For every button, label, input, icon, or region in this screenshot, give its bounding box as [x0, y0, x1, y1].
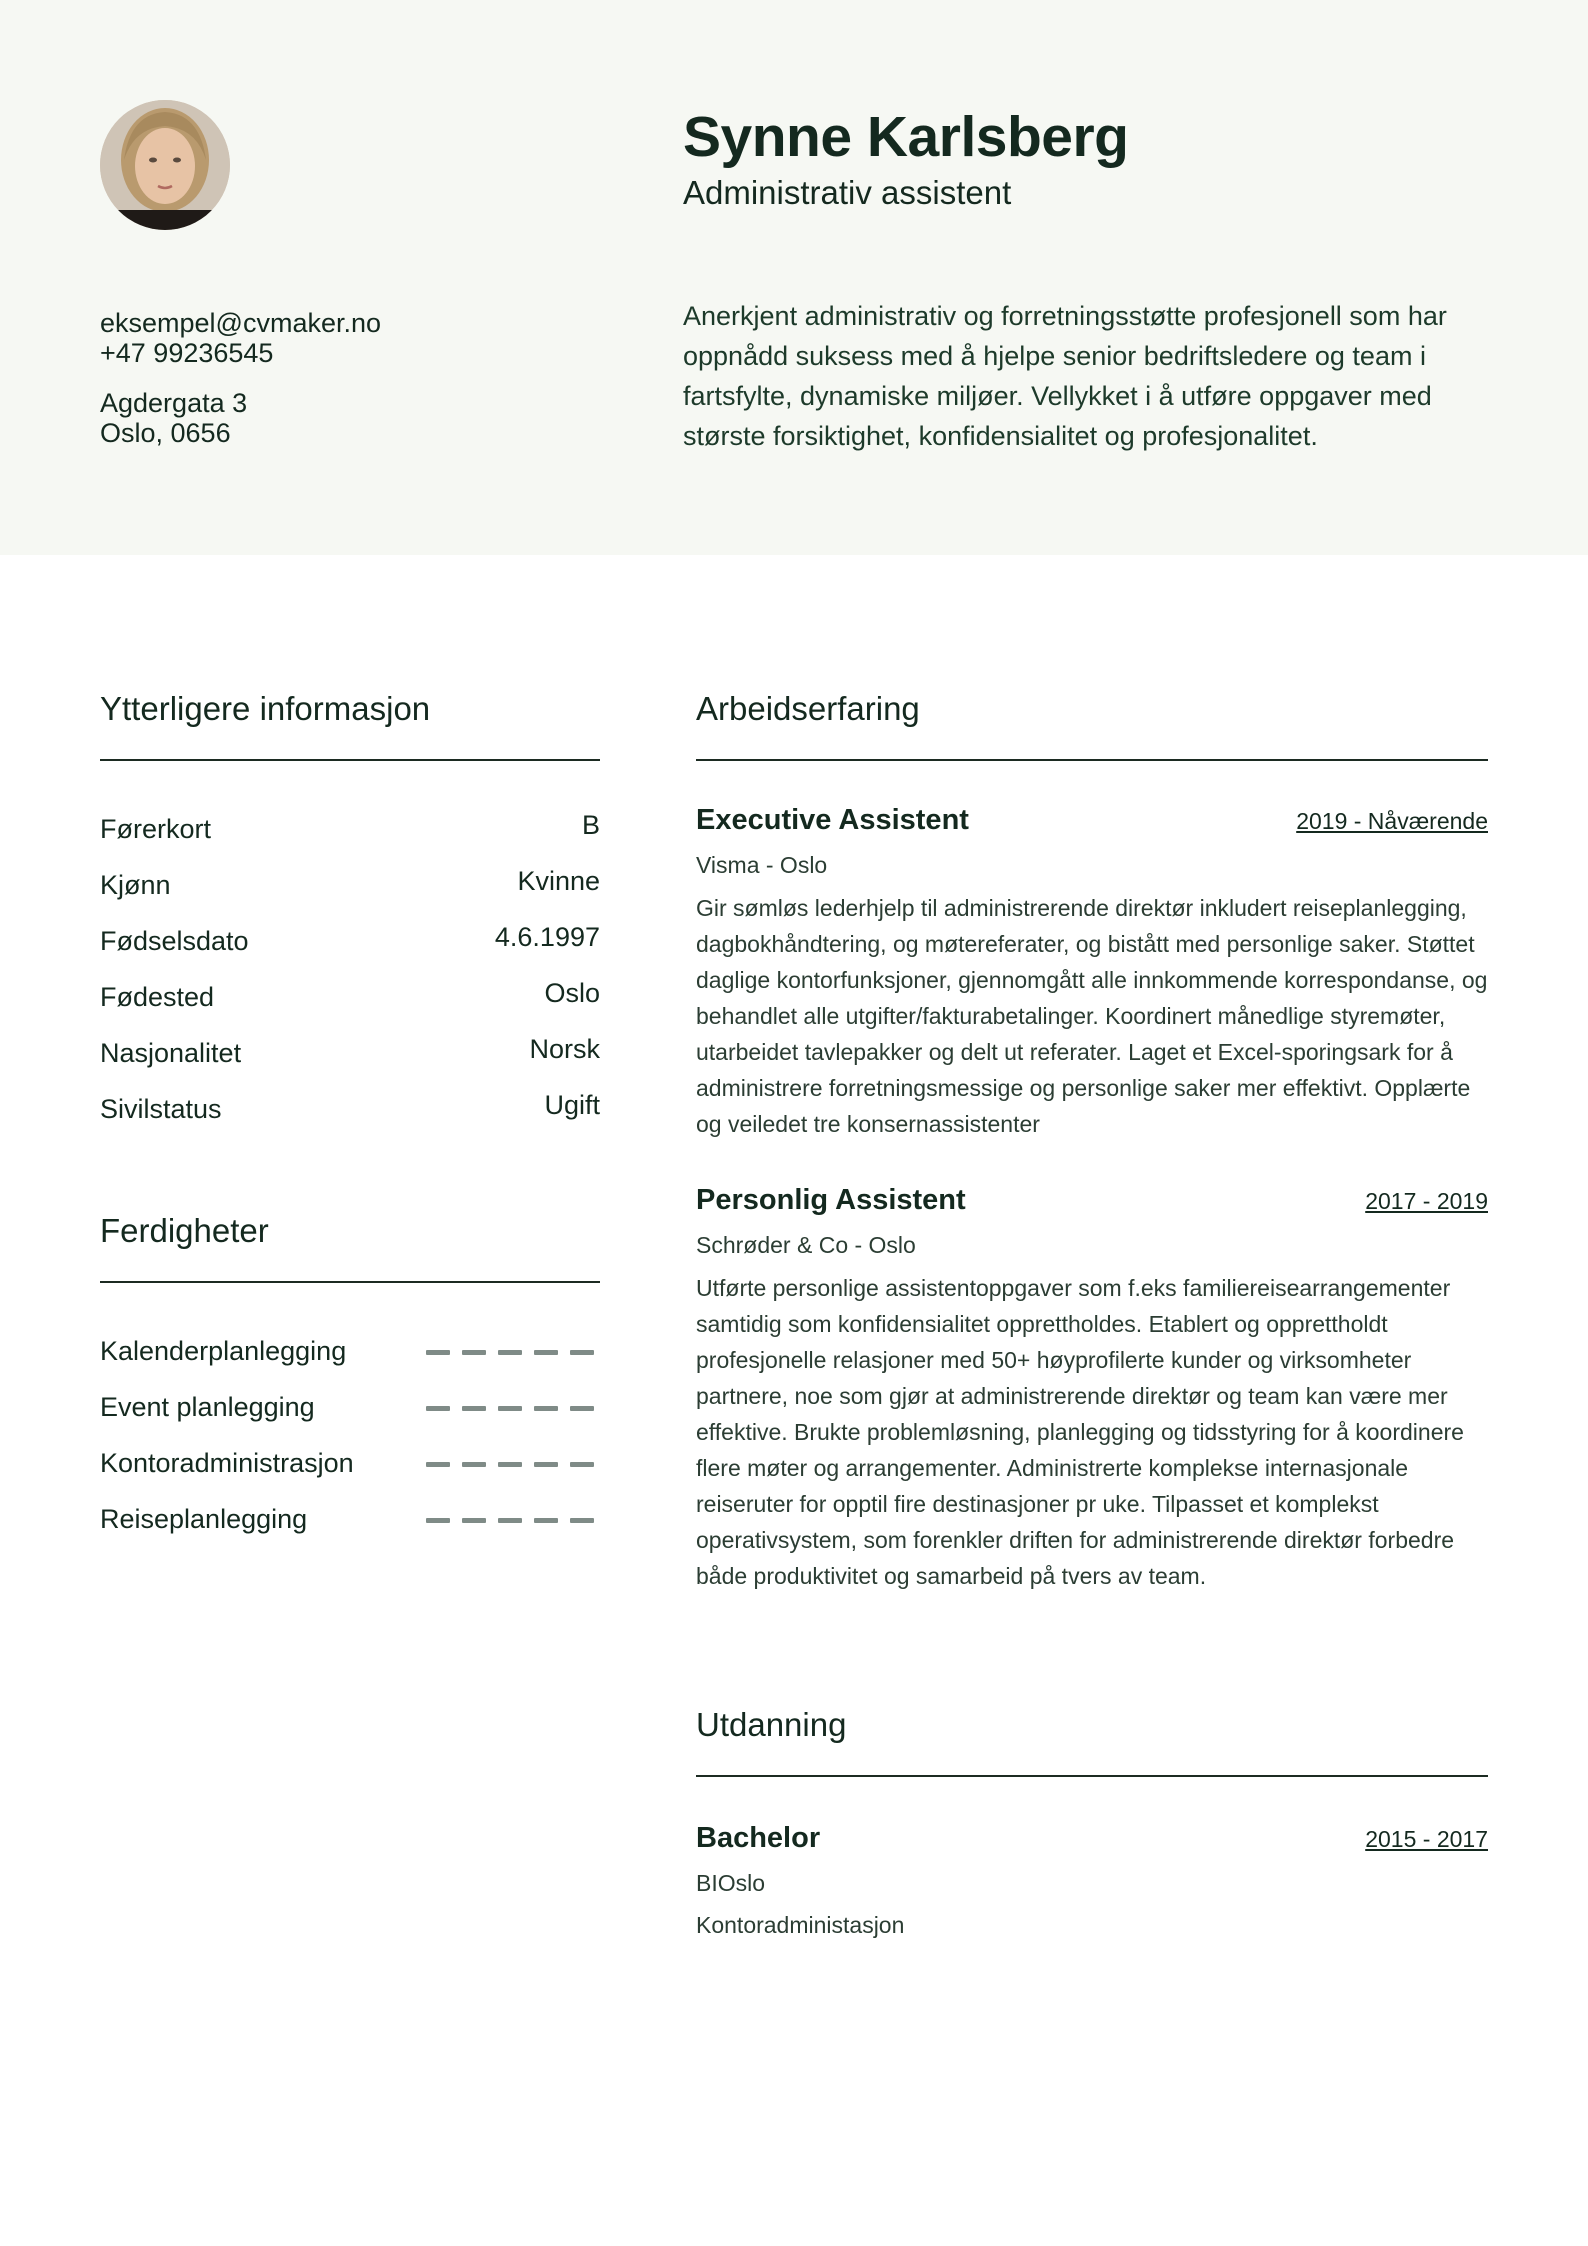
info-row — [100, 978, 600, 1014]
info-label: Kjønn — [100, 870, 171, 900]
skill-level-dash — [426, 1350, 450, 1355]
address-city: Oslo, 0656 — [100, 418, 231, 448]
skill-level-dash — [534, 1406, 558, 1411]
job-description: Utførte personlige assistentoppgaver som f.eks familiereisearrangementer samtidig som konfidensialitet opprettholdes. Etablert og opprettholdt profesjonelle relasjoner med 50+ høyprofilerte kunder og virksomheter partnere, noe som gjør at administrerende direktør og team kan være mer effektive. Brukte problemløsning, planlegging og tidsstyring for å koordinere flere møter og arrangementer. Administrerte komplekse internasjonale reiseruter for opptil fire destinasjoner pr uke. Tilpasset et komplekst operativsystem, som forenkler driften for administrerende direktør forbedre både produktivitet og samarbeid på tvers av team. — [696, 1275, 1464, 1589]
education-field: Kontoradministasjon — [696, 1912, 905, 1938]
info-row — [100, 1090, 600, 1126]
education-school: BIOslo — [696, 1870, 766, 1896]
job-company: Schrøder & Co - Oslo — [696, 1232, 916, 1258]
job-title: Personlig Assistent — [696, 1184, 966, 1216]
skill-level-dash — [426, 1518, 450, 1523]
skill-level-dash — [498, 1462, 522, 1467]
header — [0, 0, 1588, 555]
info-label: Nasjonalitet — [100, 1038, 242, 1068]
job-dates: 2017 - 2019 — [1365, 1188, 1488, 1214]
skill-level-dash — [570, 1462, 594, 1467]
phone[interactable]: +47 99236545 — [100, 338, 274, 368]
info-label: Fødselsdato — [100, 926, 249, 956]
info-row — [100, 1034, 600, 1070]
skill-level-dash — [426, 1406, 450, 1411]
skill-level-dash — [570, 1350, 594, 1355]
avatar-portrait — [100, 100, 230, 230]
info-label: Sivilstatus — [100, 1094, 222, 1124]
info-section-title: Ytterligere informasjon — [100, 690, 431, 727]
job-company: Visma - Oslo — [696, 852, 828, 878]
info-value: Norsk — [529, 1034, 600, 1064]
experience-section-title: Arbeidserfaring — [696, 690, 920, 727]
info-value: 4.6.1997 — [494, 922, 600, 952]
education-degree: Bachelor — [696, 1822, 821, 1854]
info-value: B — [581, 810, 600, 840]
info-divider — [100, 759, 600, 761]
info-label: Førerkort — [100, 814, 211, 844]
skill-label: Event planlegging — [100, 1392, 315, 1422]
skill-level-dash — [498, 1350, 522, 1355]
job-title: Executive Assistent — [696, 804, 969, 836]
skill-level-indicator — [426, 1406, 596, 1412]
skill-label: Kontoradministrasjon — [100, 1448, 354, 1478]
profile-summary: Anerkjent administrativ og forretningsstøtte profesjonell som har oppnådd suksess med å hjelpe senior bedriftsledere og team i fartsfylte, dynamiske miljøer. Vellykket i å utføre oppgaver med største forsiktighet, konfidensialitet og profesjonalitet. — [683, 301, 1447, 451]
info-row — [100, 866, 600, 902]
skill-label: Kalenderplanlegging — [100, 1336, 347, 1366]
skill-level-dash — [534, 1462, 558, 1467]
skill-row — [100, 1448, 600, 1484]
skill-label: Reiseplanlegging — [100, 1504, 308, 1534]
skill-level-dash — [570, 1518, 594, 1523]
education-section-title: Utdanning — [696, 1706, 847, 1743]
info-label: Fødested — [100, 982, 215, 1012]
skill-row — [100, 1336, 600, 1372]
skill-level-dash — [462, 1350, 486, 1355]
skills-divider — [100, 1281, 600, 1283]
skill-level-indicator — [426, 1462, 596, 1468]
skill-level-dash — [570, 1406, 594, 1411]
skill-level-indicator — [426, 1350, 596, 1356]
skill-level-dash — [534, 1518, 558, 1523]
skill-level-dash — [498, 1406, 522, 1411]
skill-level-dash — [462, 1518, 486, 1523]
skill-level-dash — [498, 1518, 522, 1523]
experience-divider — [696, 759, 1488, 761]
skill-row — [100, 1504, 600, 1540]
candidate-title: Administrativ assistent — [683, 174, 1012, 211]
education-dates: 2015 - 2017 — [1365, 1826, 1488, 1852]
info-row — [100, 810, 600, 846]
info-value: Ugift — [544, 1090, 600, 1120]
education-divider — [696, 1775, 1488, 1777]
info-row — [100, 922, 600, 958]
skill-row — [100, 1392, 600, 1428]
skill-level-dash — [462, 1462, 486, 1467]
skill-level-dash — [534, 1350, 558, 1355]
info-value: Oslo — [544, 978, 600, 1008]
job-description: Gir sømløs lederhjelp til administrerende direktør inkludert reiseplanlegging, dagbokhåndtering, og møtereferater, og bistått med personlige saker. Støttet daglige kontorfunksjoner, gjennomgått alle innkommende korrespondanse, og behandlet alle utgifter/fakturabetalinger. Koordinert månedlige styremøter, utarbeidet tavlepakker og delt ut referater. Laget et Excel-sporingsark for å administrere forretningsmessige og personlige saker mer effektivt. Opplærte og veiledet tre konsernassistenter — [696, 895, 1488, 1137]
candidate-name: Synne Karlsberg — [683, 105, 1129, 169]
address-street: Agdergata 3 — [100, 388, 248, 418]
email[interactable]: eksempel@cvmaker.no — [100, 308, 382, 338]
job-dates: 2019 - Nåværende — [1296, 808, 1488, 834]
skill-level-dash — [426, 1462, 450, 1467]
skill-level-dash — [462, 1406, 486, 1411]
skill-level-indicator — [426, 1518, 596, 1524]
skills-section-title: Ferdigheter — [100, 1212, 269, 1249]
info-value: Kvinne — [517, 866, 600, 896]
avatar — [100, 100, 230, 230]
contact-block — [100, 308, 381, 448]
